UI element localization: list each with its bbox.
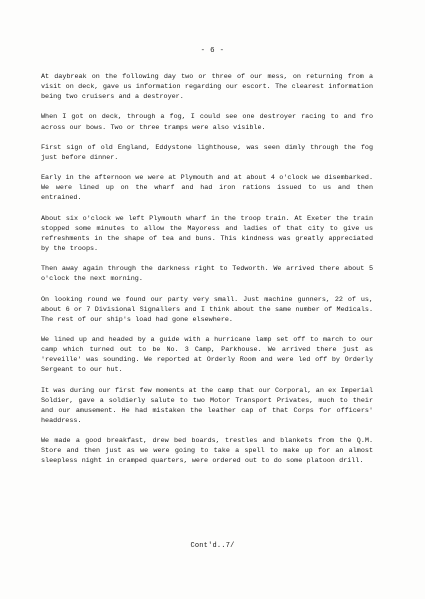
- paragraph-eddystone: First sign of old England, Eddystone lighthouse, was seen dimly through the fog just before dinner.: [41, 143, 373, 162]
- paragraph-tedworth: Then away again through the darkness right to Tedworth. We arrived there about 5 o'clock the next morning.: [41, 265, 373, 284]
- paragraph-breakfast: We made a good breakfast, drew bed boards, trestles and blankets from the Q.M. Store and then just as we were going to take a spell to make up for an almost sleepless night in cramped quarters, were ordered out to do some platoon drill.: [41, 437, 373, 466]
- paragraph-exeter: About six o'clock we left Plymouth wharf in the troop train. At Exeter the train stopped some minutes to allow the Mayoress and ladies of that city to give us refreshments in the shape of tea and buns. This kindness was greatly appreciated by the troops.: [41, 214, 373, 253]
- paragraph-plymouth: Early in the afternoon we were at Plymouth and at about 4 o'clock we disembarked. We were lined up on the wharf and had iron rations issued to us and then entrained.: [41, 174, 373, 203]
- continued-note: Cont'd..7/: [190, 542, 235, 550]
- paragraph-escort: At daybreak on the following day two or three of our mess, on returning from a visit on deck, gave us information regarding our escort. The clearest information being two cruisers and a destroyer.: [41, 73, 373, 102]
- body-text: [41, 72, 373, 477]
- paragraph-destroyer: When I got on deck, through a fog, I could see one destroyer racing to and fro across our bows. Two or three tramps were also visible.: [41, 113, 373, 132]
- page-number: - 6 -: [200, 47, 225, 55]
- paragraph-party: On looking round we found our party very small. Just machine gunners, 22 of us, about 6 or 7 Divisional Signallers and I think about the same number of Medicals. The rest of our ship's load had gone elsewhere.: [41, 295, 373, 324]
- paragraph-march: We lined up and headed by a guide with a hurricane lamp set off to march to our camp which turned out to be No. 3 Camp, Parkhouse. We arrived there just as 'reveille' was sounding. We reported at Orderly Room and were led off by Orderly Sergeant to our hut.: [41, 336, 373, 375]
- paragraph-corporal: It was during our first few moments at the camp that our Corporal, an ex Imperial Soldier, gave a soldierly salute to two Motor Transport Privates, much to their and our amusement. He had mistaken the leather cap of that Corps for officers' headdress.: [41, 386, 373, 425]
